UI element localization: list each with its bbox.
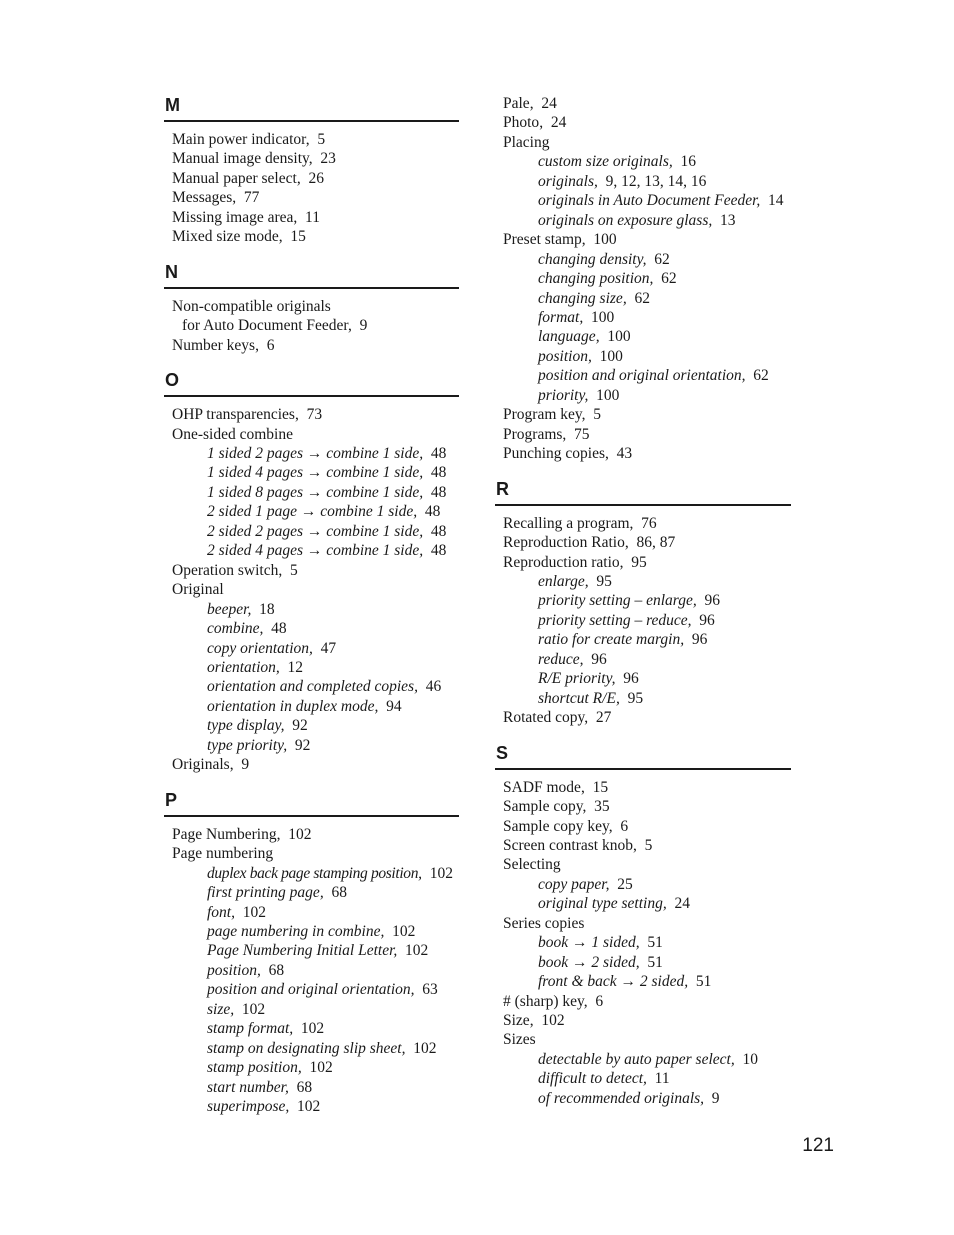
index-page-ref: 96 — [623, 670, 639, 688]
index-page-ref: 15 — [290, 228, 306, 246]
index-term: Page Numbering — [172, 825, 277, 843]
index-page-ref: 48 — [430, 522, 447, 540]
index-entry: Preset stamp, 100 — [503, 231, 617, 249]
section-heading-m: M — [165, 95, 180, 115]
index-entry: Punching copies, 43 — [503, 445, 633, 463]
index-term: enlarge — [538, 572, 585, 590]
index-subentry: front & back → 2 sided, 51 — [538, 973, 712, 991]
index-term: 2 sided 1 page → combine 1 side — [207, 503, 414, 521]
index-column-right — [495, 94, 791, 1122]
index-term: Main power indicator — [172, 131, 306, 148]
index-page-ref: 12 — [287, 658, 304, 676]
index-term: Missing image area — [172, 208, 294, 226]
index-term: OHP transparencies — [172, 406, 295, 424]
index-term: Recalling a program — [503, 514, 630, 532]
index-term: # (sharp) key — [503, 992, 584, 1010]
index-page-ref: 25 — [617, 875, 633, 893]
index-page-ref: 76 — [641, 514, 657, 532]
index-term: for Auto Document Feeder — [182, 317, 348, 335]
index-entry: for Auto Document Feeder, 9 — [182, 317, 368, 335]
index-term: Non-compatible originals — [172, 297, 331, 315]
index-subentry: shortcut R/E, 95 — [538, 689, 644, 707]
index-term: priority setting – reduce — [538, 611, 688, 629]
index-subentry: format, 100 — [538, 308, 615, 326]
index-page-ref: 102 — [296, 1098, 321, 1116]
index-page-ref: 48 — [430, 542, 447, 560]
index-subentry: book → 2 sided, 51 — [538, 953, 663, 971]
index-page-ref: 15 — [592, 778, 609, 796]
index-page-ref: 102 — [413, 1039, 437, 1057]
index-subentry: language, 100 — [538, 328, 631, 346]
index-subentry: combine, 48 — [207, 620, 287, 638]
index-page-ref: 48 — [430, 444, 447, 462]
index-subentry: reduce, 96 — [538, 650, 607, 668]
index-term: position — [538, 347, 588, 365]
index-page-ref: 102 — [288, 825, 312, 843]
index-subentry: position, 68 — [207, 961, 285, 979]
index-page-ref: 92 — [292, 717, 308, 735]
index-page-ref: 100 — [596, 386, 620, 404]
index-subentry: R/E priority, 96 — [538, 670, 639, 688]
index-subentry: duplex back page stamping position, 102 — [207, 864, 453, 882]
index-term: originals on exposure glass — [538, 211, 709, 229]
index-term: Sample copy key — [503, 817, 609, 835]
index-subentry: originals in Auto Document Feeder, 14 — [538, 192, 784, 210]
section-divider — [495, 504, 791, 506]
index-term: detectable by auto paper select — [538, 1050, 731, 1068]
index-page-ref: 102 — [405, 942, 429, 960]
index-subentry: 1 sided 2 pages → combine 1 side, 48 — [207, 444, 447, 462]
index-entry: Missing image area, 11 — [172, 208, 320, 226]
index-term: page numbering in combine — [207, 922, 381, 940]
index-entry: Manual paper select, 26 — [172, 169, 324, 187]
index-term: difficult to detect — [538, 1070, 644, 1088]
section-heading-o: O — [165, 370, 180, 391]
index-subentry: 1 sided 8 pages → combine 1 side, 48 — [207, 483, 447, 501]
section-divider — [164, 287, 459, 289]
index-subentry: enlarge, 95 — [538, 572, 612, 590]
index-subentry: changing position, 62 — [538, 270, 677, 288]
index-entry: Main power indicator, 5 — [172, 131, 326, 148]
index-term: format — [538, 308, 580, 326]
index-term: changing density — [538, 250, 643, 268]
index-page-ref: 6 — [266, 336, 275, 354]
index-subentry: 2 sided 4 pages → combine 1 side, 48 — [207, 542, 447, 560]
index-page-ref: 100 — [593, 231, 617, 249]
index-subentry: detectable by auto paper select, 10 — [538, 1050, 758, 1068]
index-page-ref: 26 — [308, 169, 324, 187]
index-page-ref: 9, 12, 13, 14, 16 — [605, 172, 707, 190]
index-page-ref: 68 — [331, 884, 347, 902]
index-term: beeper — [207, 600, 248, 618]
index-page-ref: 13 — [719, 211, 736, 229]
index-page-ref: 16 — [680, 153, 697, 171]
index-page-ref: 62 — [654, 250, 670, 268]
index-term: orientation in duplex mode — [207, 697, 375, 715]
index-subentry: size, 102 — [207, 1000, 266, 1018]
index-subentry: changing density, 62 — [538, 250, 670, 268]
section-divider — [495, 768, 791, 770]
index-subentry: stamp format, 102 — [207, 1020, 325, 1038]
index-page-ref: 24 — [674, 895, 690, 913]
index-page-ref: 95 — [631, 553, 647, 571]
index-entry-list — [495, 514, 791, 728]
index-term: Manual paper select — [172, 169, 297, 187]
index-page-ref: 77 — [243, 189, 260, 207]
index-subentry: copy paper, 25 — [538, 875, 633, 893]
index-term: orientation and completed copies — [207, 678, 415, 696]
index-subentry: position, 100 — [538, 347, 623, 365]
index-entry: Recalling a program, 76 — [503, 514, 657, 532]
index-page-ref: 102 — [392, 922, 416, 940]
index-term: Screen contrast knob — [503, 836, 633, 854]
index-page-ref: 43 — [616, 445, 633, 463]
index-page-ref: 24 — [541, 95, 557, 112]
index-entry: Sample copy key, 6 — [503, 817, 629, 835]
index-term: Pale — [503, 95, 530, 112]
index-page-ref: 68 — [268, 961, 285, 979]
index-page-ref: 11 — [654, 1070, 670, 1088]
index-entry — [495, 133, 791, 152]
index-page-ref: 102 — [241, 1000, 266, 1018]
index-page-ref: 24 — [550, 114, 567, 132]
index-subentry: page numbering in combine, 102 — [207, 922, 416, 940]
index-entry: SADF mode, 15 — [503, 778, 609, 796]
index-term: Messages — [172, 189, 233, 207]
index-term: orientation — [207, 658, 276, 676]
index-page-ref: 62 — [753, 367, 769, 385]
index-term: R/E priority — [538, 670, 612, 688]
index-page-ref: 95 — [627, 689, 644, 707]
index-entry: Screen contrast knob, 5 — [503, 836, 653, 854]
index-entry — [164, 425, 459, 444]
index-page-ref: 51 — [695, 973, 712, 991]
index-term: Mixed size mode — [172, 228, 279, 246]
index-term: stamp position — [207, 1059, 298, 1077]
index-entry: Manual image density, 23 — [172, 150, 336, 168]
index-entry: # (sharp) key, 6 — [503, 992, 604, 1010]
index-term: Preset stamp — [503, 231, 582, 249]
index-subentry: position and original orientation, 62 — [538, 367, 769, 385]
index-subentry: ratio for create margin, 96 — [538, 631, 708, 649]
index-term: Rotated copy — [503, 709, 585, 727]
index-subentry: orientation, 12 — [207, 658, 304, 676]
index-subentry: stamp position, 102 — [207, 1059, 333, 1077]
index-page-ref: 62 — [634, 289, 650, 307]
index-page-ref: 68 — [296, 1078, 313, 1096]
index-page-ref: 51 — [647, 953, 663, 971]
index-entry — [164, 844, 459, 863]
index-subentry: original type setting, 24 — [538, 895, 690, 913]
index-subentry: originals, 9, 12, 13, 14, 16 — [538, 172, 707, 190]
index-term: first printing page — [207, 884, 320, 902]
index-entry: Rotated copy, 27 — [503, 709, 612, 727]
index-page-ref: 48 — [424, 503, 441, 521]
index-page-ref: 5 — [644, 836, 653, 854]
index-subentry: 2 sided 1 page → combine 1 side, 48 — [207, 503, 441, 521]
page-number: 121 — [802, 1135, 834, 1156]
index-entry: Number keys, 6 — [172, 336, 275, 354]
index-subentry: copy orientation, 47 — [207, 639, 337, 657]
index-term: One-sided combine — [172, 425, 293, 443]
index-term: font — [207, 903, 232, 921]
index-page-ref: 10 — [742, 1050, 758, 1068]
index-term: SADF mode — [503, 778, 581, 796]
index-term: original type setting — [538, 895, 663, 913]
index-page-ref: 96 — [699, 611, 715, 629]
index-term: Sizes — [503, 1031, 536, 1049]
index-page-ref: 35 — [594, 798, 610, 816]
index-term: Programs — [503, 425, 563, 443]
index-term: shortcut R/E — [538, 689, 616, 707]
section-heading-r: R — [496, 478, 509, 499]
index-term: custom size originals — [538, 153, 669, 171]
index-page-ref: 23 — [320, 150, 336, 168]
index-entry: Messages, 77 — [172, 189, 260, 207]
index-page-ref: 102 — [242, 903, 266, 921]
index-page-ref: 5 — [593, 406, 602, 424]
index-subentry: book → 1 sided, 51 — [538, 934, 663, 952]
index-entry: Size, 102 — [503, 1012, 565, 1030]
index-subentry: difficult to detect, 11 — [538, 1070, 670, 1088]
index-term: of recommended originals — [538, 1089, 701, 1107]
index-subentry: priority setting – reduce, 96 — [538, 611, 715, 629]
index-term: 1 sided 4 pages → combine 1 side — [207, 464, 420, 482]
index-term: duplex back page stamping position — [207, 864, 419, 882]
index-entry: Program key, 5 — [503, 406, 602, 424]
index-page-ref: 100 — [599, 347, 623, 365]
index-entry — [495, 855, 791, 874]
index-term: 1 sided 8 pages → combine 1 side — [207, 483, 420, 501]
index-term: changing size — [538, 289, 623, 307]
index-subentry: stamp on designating slip sheet, 102 — [207, 1039, 437, 1057]
index-page-ref: 5 — [317, 131, 326, 148]
index-term: position and original orientation — [207, 981, 411, 999]
index-entry — [495, 1030, 791, 1049]
index-subentry: changing size, 62 — [538, 289, 650, 307]
index-subentry: superimpose, 102 — [207, 1098, 321, 1116]
index-term: Selecting — [503, 856, 561, 874]
index-page-ref: 92 — [294, 736, 311, 754]
index-term: Operation switch — [172, 561, 279, 579]
index-term: Series copies — [503, 914, 585, 932]
index-entry-list — [164, 297, 459, 355]
index-entry: Reproduction Ratio, 86, 87 — [503, 534, 676, 552]
index-subentry: type display, 92 — [207, 717, 308, 735]
index-page-ref: 102 — [309, 1059, 333, 1077]
section-divider — [164, 395, 459, 397]
section-divider — [164, 815, 459, 817]
index-page-ref: 96 — [691, 631, 708, 649]
index-term: copy paper — [538, 875, 606, 893]
index-page-ref: 63 — [422, 981, 438, 999]
index-page-ref: 96 — [591, 650, 607, 668]
index-entry: Pale, 24 — [503, 95, 557, 112]
index-entry: Photo, 24 — [503, 114, 567, 132]
index-page-ref: 48 — [430, 464, 447, 482]
index-page-ref: 14 — [768, 192, 784, 210]
index-subentry: priority setting – enlarge, 96 — [538, 592, 720, 610]
index-term: reduce — [538, 650, 580, 668]
index-entry: Sample copy, 35 — [503, 798, 610, 816]
section-heading-p: P — [165, 789, 178, 810]
index-term: Punching copies — [503, 445, 606, 463]
index-subentry: 1 sided 4 pages → combine 1 side, 48 — [207, 464, 447, 482]
index-term: Program key — [503, 406, 582, 424]
index-term: front & back → 2 sided — [538, 973, 685, 991]
index-entry: Reproduction ratio, 95 — [503, 553, 647, 571]
index-page-ref: 6 — [620, 817, 629, 835]
index-term: copy orientation — [207, 639, 310, 657]
index-page-ref: 9 — [711, 1089, 720, 1107]
index-term: superimpose — [207, 1098, 286, 1116]
index-term: book → 2 sided — [538, 953, 636, 971]
index-entry — [495, 914, 791, 933]
index-page-ref: 46 — [425, 678, 442, 696]
index-term: ratio for create margin — [538, 631, 681, 649]
index-term: 2 sided 4 pages → combine 1 side — [207, 542, 420, 560]
index-page-ref: 48 — [271, 620, 287, 638]
index-subentry: beeper, 18 — [207, 600, 275, 618]
index-page-ref: 73 — [306, 406, 323, 424]
section-divider — [164, 120, 459, 122]
index-term: language — [538, 328, 596, 346]
index-term: Reproduction ratio — [503, 553, 620, 571]
index-term: Size — [503, 1012, 530, 1030]
index-term: combine — [207, 620, 260, 638]
index-term: Page Numbering Initial Letter — [207, 942, 394, 960]
index-page-ref: 9 — [359, 317, 368, 335]
index-column-left — [164, 94, 459, 1130]
index-term: book → 1 sided — [538, 934, 636, 952]
index-page-ref: 96 — [704, 592, 720, 610]
index-entry — [164, 297, 459, 316]
index-entry: Programs, 75 — [503, 425, 590, 443]
index-term: 2 sided 2 pages → combine 1 side — [207, 522, 420, 540]
index-subentry: custom size originals, 16 — [538, 153, 697, 171]
index-subentry: start number, 68 — [207, 1078, 313, 1096]
index-entry: Page Numbering, 102 — [172, 825, 312, 843]
index-subentry: orientation in duplex mode, 94 — [207, 697, 402, 715]
index-page-ref: 95 — [596, 572, 612, 590]
index-subentry: orientation and completed copies, 46 — [207, 678, 442, 696]
index-term: position — [207, 961, 257, 979]
index-page-ref: 102 — [541, 1012, 565, 1030]
index-term: Placing — [503, 133, 550, 151]
index-entry — [164, 580, 459, 599]
index-term: Original — [172, 581, 224, 599]
index-subentry: type priority, 92 — [207, 736, 311, 754]
index-term: Reproduction Ratio — [503, 534, 625, 552]
index-term: Manual image density — [172, 150, 309, 168]
index-page-ref: 100 — [590, 308, 615, 326]
index-entry-list — [495, 94, 791, 464]
index-entry-list — [495, 778, 791, 1109]
index-subentry: of recommended originals, 9 — [538, 1089, 720, 1107]
index-subentry: 2 sided 2 pages → combine 1 side, 48 — [207, 522, 447, 540]
index-term: position and original orientation — [538, 367, 742, 385]
index-term: Photo — [503, 114, 540, 132]
index-term: changing position — [538, 270, 650, 288]
index-term: Page numbering — [172, 845, 274, 863]
index-page-ref: 11 — [305, 208, 320, 226]
index-page-ref: 75 — [574, 425, 590, 443]
index-page-ref: 6 — [595, 992, 604, 1010]
index-page-ref: 102 — [300, 1020, 325, 1038]
section-heading-n: N — [165, 261, 178, 282]
index-subentry: position and original orientation, 63 — [207, 981, 438, 999]
index-entry-list — [164, 405, 459, 775]
index-page-ref: 100 — [607, 328, 631, 346]
index-entry: Originals, 9 — [172, 756, 250, 774]
index-term: priority — [538, 386, 585, 404]
index-page-ref: 62 — [661, 270, 677, 288]
index-term: originals — [538, 172, 594, 190]
index-page-ref: 94 — [386, 697, 402, 715]
index-entry: OHP transparencies, 73 — [172, 406, 323, 424]
index-term: stamp on designating slip sheet — [207, 1039, 402, 1057]
index-entry-list — [164, 825, 459, 1117]
index-entry: Operation switch, 5 — [172, 561, 298, 579]
index-term: Originals — [172, 756, 230, 774]
index-subentry: originals on exposure glass, 13 — [538, 211, 736, 229]
index-page-ref: 51 — [647, 934, 663, 952]
index-entry-list — [164, 130, 459, 247]
index-term: start number — [207, 1078, 285, 1096]
index-page-ref: 48 — [430, 483, 447, 501]
index-page-ref: 27 — [595, 709, 612, 727]
index-term: priority setting – enlarge — [538, 592, 693, 610]
index-subentry: font, 102 — [207, 903, 266, 921]
index-entry: Mixed size mode, 15 — [172, 228, 306, 246]
index-page-ref: 5 — [289, 561, 298, 579]
index-term: type priority — [207, 736, 284, 754]
index-subentry: priority, 100 — [538, 386, 620, 404]
section-heading-s: S — [496, 742, 509, 763]
index-page-ref: 18 — [259, 600, 275, 618]
index-page-ref: 86, 87 — [636, 534, 676, 552]
index-page-ref: 102 — [429, 864, 453, 882]
index-term: Number keys — [172, 336, 256, 354]
index-term: Sample copy — [503, 798, 583, 816]
index-term: size — [207, 1000, 231, 1018]
index-page-ref: 47 — [320, 639, 337, 657]
index-page-ref: 9 — [241, 756, 250, 774]
index-subentry: first printing page, 68 — [207, 884, 347, 902]
index-term: type display — [207, 717, 281, 735]
index-term: originals in Auto Document Feeder — [538, 192, 757, 210]
index-subentry: Page Numbering Initial Letter, 102 — [207, 942, 429, 960]
index-term: stamp format — [207, 1020, 290, 1038]
index-term: 1 sided 2 pages → combine 1 side — [207, 444, 420, 462]
